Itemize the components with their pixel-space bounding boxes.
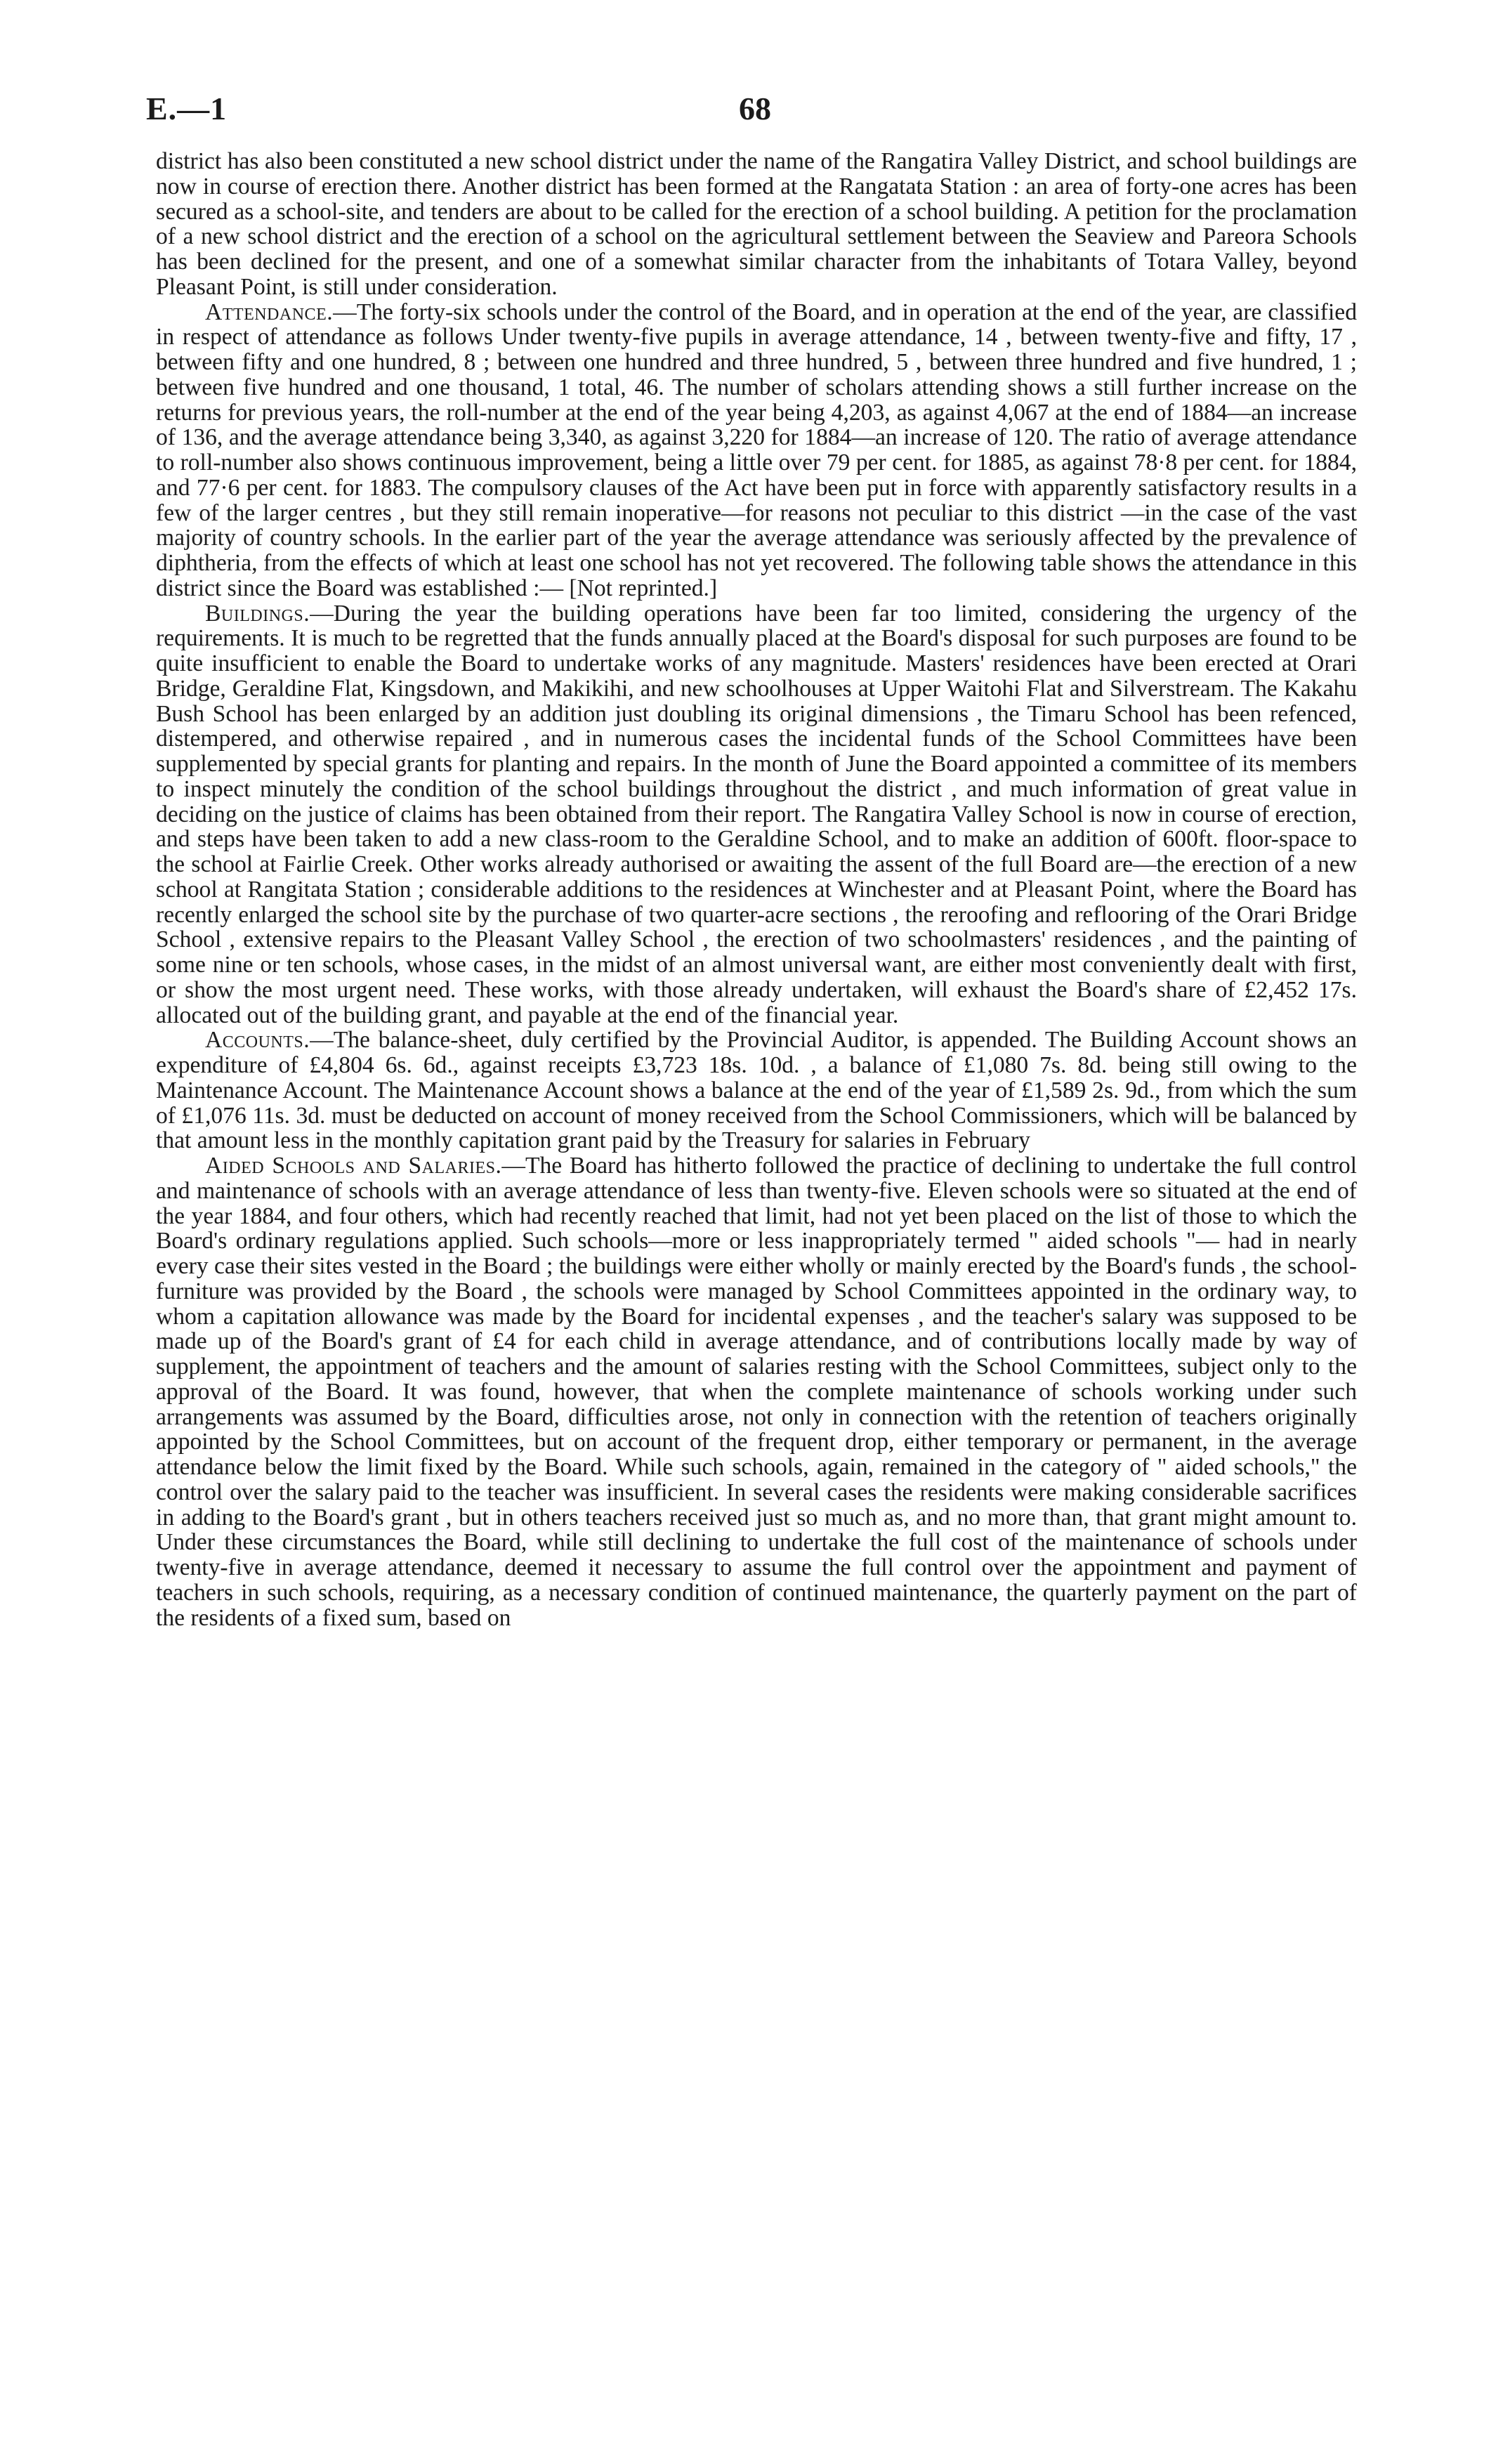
paragraph-accounts	[156, 1028, 1357, 1153]
paragraph-attendance	[156, 300, 1357, 601]
paragraph-text: —The forty-six schools under the control of the Board, and in operation at the end of the year, are classified in respect of attendance as follows Under twenty-five pupils in average attendance, 14 , between twenty-five and fifty, 17 , between fifty and one hundred, 8 ; between one hundred and three hundred, 5 , between three hundred and five hundred, 1 ; between five hundred and one thousand, 1 total, 46. The number of scholars attending shows a still further increase on the returns for previous years, the roll-number at the end of the year being 4,203, as against 4,067 at the end of 1884—an increase of 136, and the average attendance being 3,340, as against 3,220 for 1884—an increase of 120. The ratio of average attendance to roll-number also shows continuous improvement, being a little over 79 per cent. for 1885, as against 78·8 per cent. for 1884, and 77·6 per cent. for 1883. The compulsory clauses of the Act have been put in force with apparently satisfactory results in a few of the larger centres , but they still remain inoperative—for reasons not peculiar to this district —in the case of the vast majority of country schools. In the earlier part of the year the average attendance was seriously affected by the prevalence of diphtheria, from the effects of which at least one school has not yet recovered. The following table shows the attendance in this district since the Board was established :— [Not reprinted.]	[156, 299, 1357, 601]
paragraph-intro	[156, 149, 1357, 300]
paragraph-text: —During the year the building operations have been far too limited, considering the urgency of the requirements. It is much to be regretted that the funds annually placed at the Board's disposal for such purposes are found to be quite insufficient to enable the Board to undertake works of any magnitude. Masters' residences have been erected at Orari Bridge, Geraldine Flat, Kingsdown, and Makikihi, and new schoolhouses at Upper Waitohi Flat and Silverstream. The Kakahu Bush School has been enlarged by an addition just doubling its original dimensions , the Timaru School has been refenced, distempered, and otherwise repaired , and in numerous cases the incidental funds of the School Committees have been supplemented by special grants for planting and repairs. In the month of June the Board appointed a committee of its members to inspect minutely the condition of the school buildings throughout the district , and much information of great value in deciding on the justice of claims has been obtained from their report. The Rangatira Valley School is now in course of erection, and steps have been taken to add a new class-room to the Geraldine School, and to make an addition of 600ft. floor-space to the school at Fairlie Creek. Other works already authorised or awaiting the assent of the full Board are—the erection of a new school at Rangitata Station ; considerable additions to the residences at Winchester and at Pleasant Point, where the Board has recently enlarged the school site by the purchase of two quarter-acre sections , the reroofing and reflooring of the Orari Bridge School , extensive repairs to the Pleasant Valley School , the erection of two schoolmasters' residences , and the painting of some nine or ten schools, whose cases, in the midst of an almost universal want, are either most conveniently dealt with first, or show the most urgent need. These works, with those already undertaken, will exhaust the Board's share of £2,452 17s. allocated out of the building grant, and payable at the end of the financial year.	[156, 600, 1357, 1028]
section-heading: Aided Schools and Salaries.	[205, 1153, 502, 1179]
section-reference: E.—1	[146, 91, 228, 126]
section-heading: Attendance.	[205, 299, 334, 325]
section-heading: Buildings.	[205, 600, 310, 627]
paragraph-text: district has also been constituted a new school district under the name of the Rangatira Valley District, and school buildings are now in course of erection there. Another district has been formed at the Rangatata Station : an area of forty-one acres has been secured as a school-site, and tenders are about to be called for the erection of a school building. A petition for the proclamation of a new school district and the erection of a school on the agricultural settlement between the Seaview and Pareora Schools has been declined for the present, and one of a somewhat similar character from the inhabitants of Totara Valley, beyond Pleasant Point, is still under consideration.	[156, 148, 1357, 300]
paragraph-text: —The balance-sheet, duly certified by the Provincial Auditor, is appended. The Building Account shows an expenditure of £4,804 6s. 6d., against receipts £3,723 18s. 10d. , a balance of £1,080 7s. 8d. being still owing to the Maintenance Account. The Maintenance Account shows a balance at the end of the year of £1,589 2s. 9d., from which the sum of £1,076 11s. 3d. must be deducted on account of money received from the School Commissioners, which will be balanced by that amount less in the monthly capitation grant paid by the Treasury for salaries in February	[156, 1027, 1357, 1154]
page-number: 68	[739, 91, 771, 126]
section-heading: Accounts.	[205, 1027, 310, 1054]
paragraph-aided-schools	[156, 1153, 1357, 1630]
paragraph-buildings	[156, 601, 1357, 1028]
body-text	[156, 149, 1357, 1630]
paragraph-text: —The Board has hitherto followed the practice of declining to undertake the full control and maintenance of schools with an average attendance of less than twenty-five. Eleven schools were so situated at the end of the year 1884, and four others, which had recently reached that limit, had not yet been placed on the list of those to which the Board's ordinary regulations applied. Such schools—more or less inappropriately termed " aided schools "— had in nearly every case their sites vested in the Board ; the buildings were either wholly or mainly erected by the Board's funds , the school-furniture was provided by the Board , the schools were managed by School Committees appointed in the ordinary way, to whom a capitation allowance was made by the Board for incidental expenses , and the teacher's salary was supposed to be made up of the Board's grant of £4 for each child in average attendance, and of contributions locally made by way of supplement, the appointment of teachers and the amount of salaries resting with the School Committees, subject only to the approval of the Board. It was found, however, that when the complete maintenance of schools working under such arrangements was assumed by the Board, difficulties arose, not only in connection with the retention of teachers originally appointed by the School Committees, but on account of the frequent drop, either temporary or permanent, in the average attendance below the limit fixed by the Board. While such schools, again, remained in the category of " aided schools," the control over the salary paid to the teacher was insufficient. In several cases the residents were making considerable sacrifices in adding to the Board's grant , but in others teachers received just so much as, and no more than, that grant might amount to. Under these circumstances the Board, while still declining to undertake the full cost of the maintenance of schools under twenty-five in average attendance, deemed it necessary to assume the full control over the appointment and payment of teachers in such schools, requiring, as a necessary condition of continued maintenance, the quarterly payment on the part of the residents of a fixed sum, based on	[156, 1153, 1357, 1631]
page-header	[146, 90, 1364, 132]
